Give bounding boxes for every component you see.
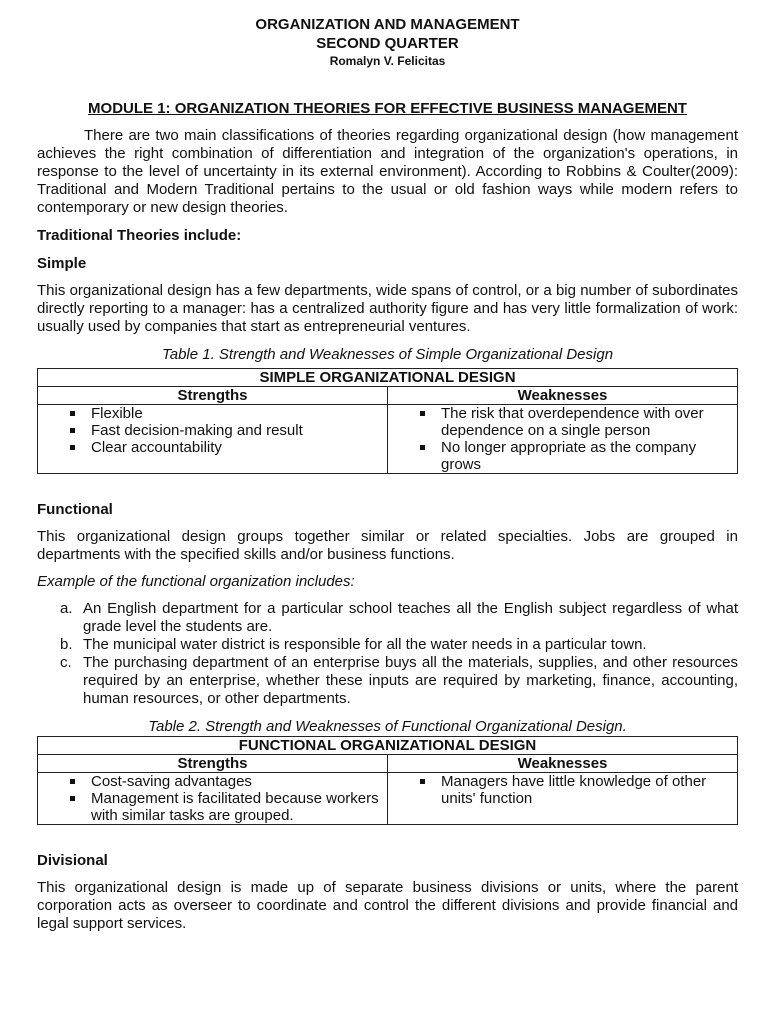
table2-weaknesses-cell <box>388 773 738 825</box>
document-page <box>37 15 738 933</box>
table2-col-weaknesses: Weaknesses <box>388 755 738 773</box>
divisional-paragraph: This organizational design is made up of separate business divisions or units, where the parent corporation acts as overseer to coordinate and control the different divisions and provide financial and legal support services. <box>37 879 738 932</box>
list-item: Managers have little knowledge of other units' function <box>388 773 737 807</box>
square-bullet-icon <box>70 796 75 801</box>
square-bullet-icon <box>70 428 75 433</box>
table1-caption: Table 1. Strength and Weaknesses of Simple Organizational Design <box>161 346 614 363</box>
divisional-heading: Divisional <box>37 852 108 869</box>
table2-title: FUNCTIONAL ORGANIZATIONAL DESIGN <box>38 737 738 755</box>
table1-weaknesses-cell <box>388 405 738 474</box>
list-item: Fast decision-making and result <box>38 422 387 439</box>
list-item: a. An English department for a particular school teaches all the English subject regardless of what grade level the students are. <box>60 600 738 635</box>
square-bullet-icon <box>70 445 75 450</box>
list-item: Flexible <box>38 405 387 422</box>
doc-title-line1: ORGANIZATION AND MANAGEMENT <box>255 16 520 33</box>
table2-strengths-cell <box>38 773 388 825</box>
list-item: No longer appropriate as the company grows <box>388 439 737 473</box>
table1-title: SIMPLE ORGANIZATIONAL DESIGN <box>38 369 738 387</box>
table2-caption: Table 2. Strength and Weaknesses of Functional Organizational Design. <box>148 718 627 735</box>
functional-heading: Functional <box>37 501 113 518</box>
functional-examples-list <box>37 600 738 708</box>
list-item: c. The purchasing department of an enterprise buys all the materials, supplies, and other resources required by an enterprise, whether these inputs are required by marketing, finance, accounting, human resources, or other departments. <box>60 654 738 707</box>
simple-paragraph: This organizational design has a few departments, wide spans of control, or a big number of subordinates directly reporting to a manager: has a centralized authority figure and has very little formalization of work: usually used by companies that start as entrepreneurial ventures. <box>37 282 738 335</box>
list-item: The risk that overdependence with over dependence on a single person <box>388 405 737 439</box>
square-bullet-icon <box>70 779 75 784</box>
list-item: Management is facilitated because workers with similar tasks are grouped. <box>38 790 387 824</box>
table1-strengths-cell <box>38 405 388 474</box>
square-bullet-icon <box>70 411 75 416</box>
list-item: b. The municipal water district is responsible for all the water needs in a particular town. <box>60 636 647 653</box>
square-bullet-icon <box>420 445 425 450</box>
square-bullet-icon <box>420 411 425 416</box>
list-item: Clear accountability <box>38 439 387 456</box>
functional-example-intro: Example of the functional organization includes: <box>37 573 355 590</box>
functional-paragraph: This organizational design groups together similar or related specialties. Jobs are grouped in departments with the specified skills and/or business functions. <box>37 528 738 563</box>
simple-design-table <box>37 368 738 474</box>
functional-design-table <box>37 736 738 825</box>
simple-heading: Simple <box>37 255 87 272</box>
square-bullet-icon <box>420 779 425 784</box>
module-title: MODULE 1: ORGANIZATION THEORIES FOR EFFECTIVE BUSINESS MANAGEMENT <box>88 100 687 117</box>
table1-col-strengths: Strengths <box>38 387 388 405</box>
table2-col-strengths: Strengths <box>38 755 388 773</box>
traditional-heading: Traditional Theories include: <box>37 227 242 244</box>
doc-title-line2: SECOND QUARTER <box>316 35 459 52</box>
intro-paragraph: There are two main classifications of theories regarding organizational design (how management achieves the right combination of differentiation and integration of the organization's operations, in response to the level of uncertainty in its external environment). According to Robbins & Coulter(2009): Traditional and Modern Traditional pertains to the usual or old fashion ways while modern refers to contemporary or new design theories. <box>37 127 738 216</box>
table1-col-weaknesses: Weaknesses <box>388 387 738 405</box>
doc-author: Romalyn V. Felicitas <box>329 54 446 68</box>
list-item: Cost-saving advantages <box>38 773 387 790</box>
